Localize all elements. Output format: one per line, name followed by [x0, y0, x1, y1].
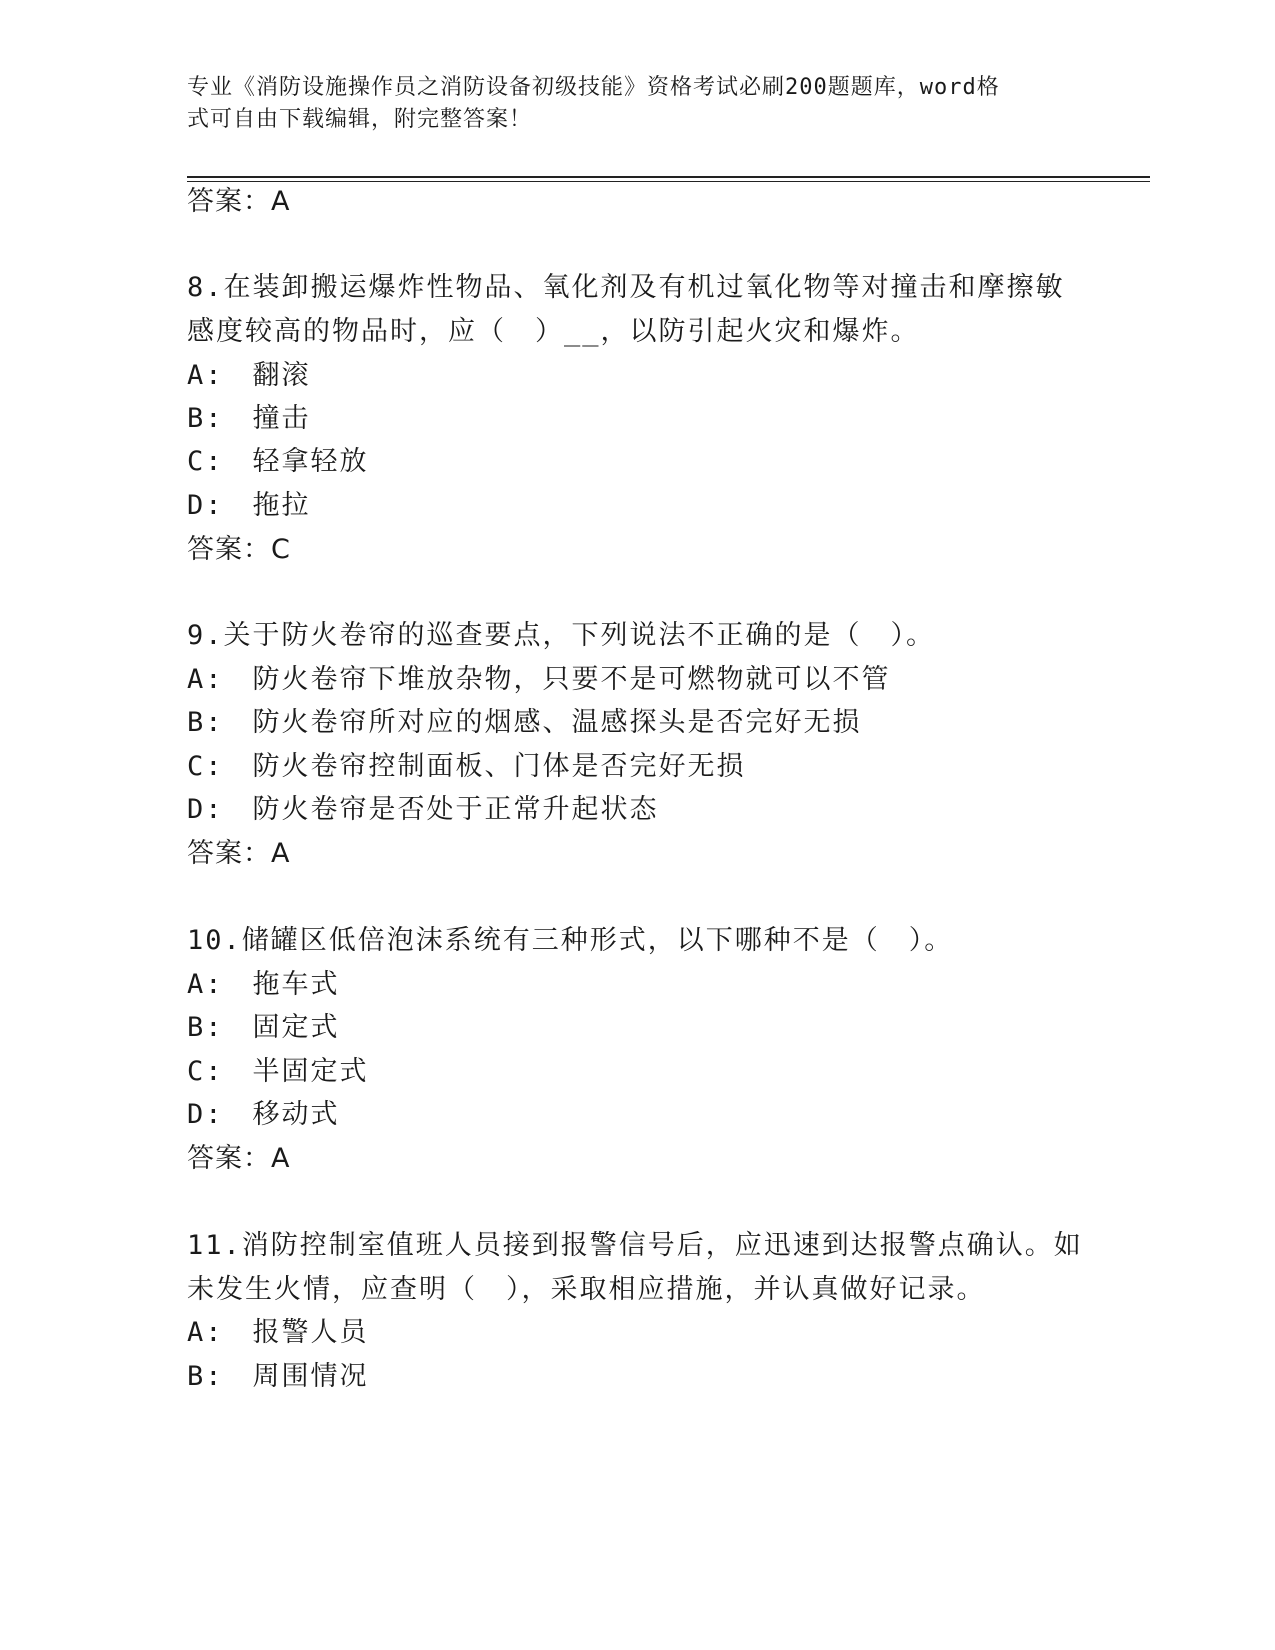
- option-c: C: 半固定式: [187, 1056, 369, 1087]
- question-stem: 11.消防控制室值班人员接到报警信号后，应迅速到达报警点确认。如: [187, 1230, 1083, 1261]
- option-a: A: 拖车式: [187, 969, 340, 1000]
- option-d: D: 防火卷帘是否处于正常升起状态: [187, 794, 659, 825]
- option-b: B: 周围情况: [187, 1361, 369, 1392]
- header-divider-thin: [187, 181, 1150, 182]
- question-stem: 未发生火情，应查明（ ），采取相应措施，并认真做好记录。: [187, 1274, 986, 1305]
- header-divider: [187, 176, 1150, 178]
- option-d: D: 拖拉: [187, 490, 311, 521]
- option-a: A: 翻滚: [187, 360, 311, 391]
- header-line-1: 专业《消防设施操作员之消防设备初级技能》资格考试必刷200题题库，word格: [187, 75, 1000, 100]
- question-stem: 10.储罐区低倍泡沫系统有三种形式，以下哪种不是（ ）。: [187, 925, 954, 956]
- answer-line: 答案：A: [187, 838, 291, 869]
- option-c: C: 轻拿轻放: [187, 446, 369, 477]
- answer-line: 答案：A: [187, 186, 291, 217]
- page-header: [187, 72, 1067, 136]
- option-b: B: 防火卷帘所对应的烟感、温感探头是否完好无损: [187, 707, 862, 738]
- answer-line: 答案：C: [187, 534, 291, 565]
- option-c: C: 防火卷帘控制面板、门体是否完好无损: [187, 751, 746, 782]
- question-stem: 9.关于防火卷帘的巡查要点，下列说法不正确的是（ ）。: [187, 620, 936, 651]
- answer-line: 答案：A: [187, 1143, 291, 1174]
- option-a: A: 报警人员: [187, 1317, 369, 1348]
- option-a: A: 防火卷帘下堆放杂物，只要不是可燃物就可以不管: [187, 664, 891, 695]
- option-d: D: 移动式: [187, 1099, 340, 1130]
- option-b: B: 固定式: [187, 1012, 340, 1043]
- option-b: B: 撞击: [187, 403, 311, 434]
- header-line-2: 式可自由下载编辑，附完整答案！: [187, 107, 533, 132]
- question-stem: 8.在装卸搬运爆炸性物品、氧化剂及有机过氧化物等对撞击和摩擦敏: [187, 272, 1065, 303]
- question-stem: 感度较高的物品时，应（ ）__，以防引起火灾和爆炸。: [187, 316, 920, 347]
